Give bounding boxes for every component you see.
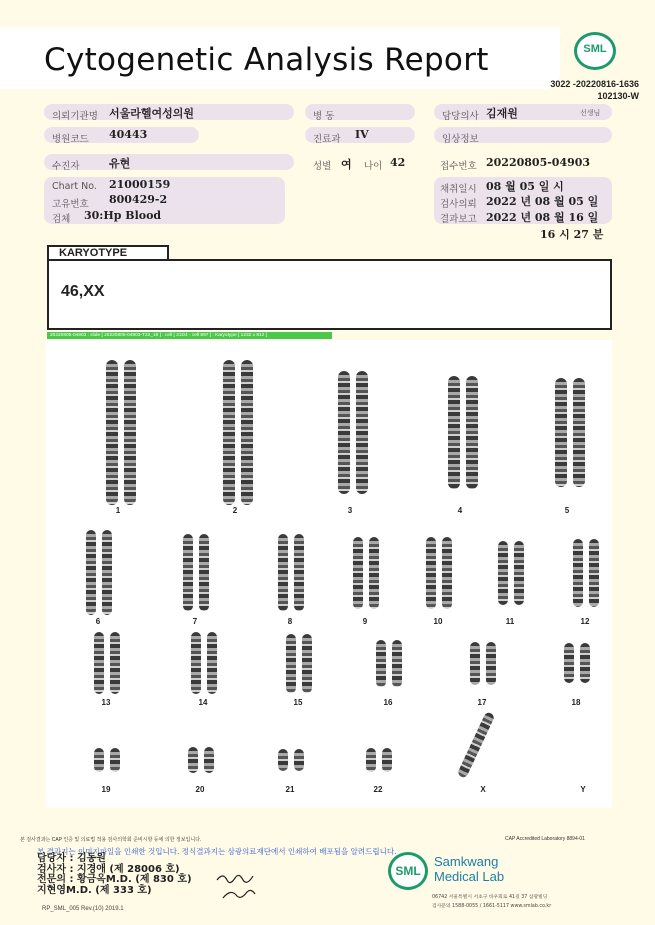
chromosome-arm <box>356 371 368 494</box>
id-label: 고유번호 <box>52 199 89 210</box>
department-label: 진료과 <box>313 134 341 145</box>
staff-line: 전문의 : 황금옥M.D. (제 830 호) <box>37 874 192 885</box>
chromosome-arm <box>498 541 508 605</box>
doctor-label: 담당의사 <box>442 111 479 122</box>
chromosome-label-1: 1 <box>115 506 121 515</box>
lab-logo-text: SML <box>395 864 421 878</box>
chromosome-arm <box>188 747 198 773</box>
chromosome-label-15: 15 <box>293 698 303 707</box>
chromosome-label-22: 22 <box>373 785 383 794</box>
chromosome-arm <box>191 632 201 694</box>
lab-name-line-2: Medical Lab <box>434 869 505 884</box>
chromosome-label-21: 21 <box>285 785 295 794</box>
chart-value: 21000159 <box>109 178 171 191</box>
chromosome-label-Y: Y <box>580 785 586 794</box>
karyotype-value: 46,XX <box>61 283 105 300</box>
specimen-value: 30:Hp Blood <box>84 209 162 222</box>
ward-field <box>305 104 415 120</box>
staff-line: 담당자 : 김동원 <box>37 853 106 864</box>
chromosome-arm <box>369 537 379 609</box>
chromosome-arm <box>580 643 590 683</box>
request-label: 검사의뢰 <box>440 199 477 210</box>
chromosome-arm <box>448 376 460 489</box>
age-label: 나이 <box>364 161 383 172</box>
result-time: 16 시 27 분 <box>540 228 604 241</box>
chromosome-arm <box>457 711 496 779</box>
sex-value: 여 <box>341 158 352 171</box>
clinical-info-field <box>434 127 612 143</box>
institution-label: 의뢰기관명 <box>52 111 98 122</box>
karyotype-label: KARYOTYPE <box>47 245 169 259</box>
chromosome-label-2: 2 <box>232 506 238 515</box>
lab-name <box>434 854 504 884</box>
chromosome-label-3: 3 <box>347 506 353 515</box>
chromosome-label-10: 10 <box>433 617 443 626</box>
sml-logo <box>574 32 616 70</box>
chromosome-arm <box>110 748 120 772</box>
doctor-value: 김재원 <box>486 107 518 120</box>
chromosome-label-X: X <box>480 785 486 794</box>
chromosome-arm <box>294 749 304 771</box>
chromosome-arm <box>589 539 599 607</box>
examinee-label: 수진자 <box>52 161 80 172</box>
chromosome-arm <box>241 360 253 505</box>
signature-image <box>213 866 263 906</box>
chromosome-label-12: 12 <box>580 617 590 626</box>
chromosome-arm <box>183 534 193 611</box>
chart-label: Chart No. <box>52 181 97 192</box>
chromosome-arm <box>94 632 104 694</box>
form-code: RP_SML_005 Rev.(10) 2019.1 <box>42 906 124 912</box>
lab-name-line-1: Samkwang <box>434 854 499 869</box>
chromosome-arm <box>124 360 136 505</box>
chromosome-arm <box>376 640 386 687</box>
chromosome-arm <box>338 371 350 494</box>
sex-label: 성별 <box>313 161 332 172</box>
chromosome-label-16: 16 <box>383 698 393 707</box>
ref-line-2: 102130-W <box>597 91 639 101</box>
collect-label: 채취일시 <box>440 184 477 195</box>
chromosome-label-19: 19 <box>101 785 111 794</box>
chromosome-arm <box>110 632 120 694</box>
chromosome-label-4: 4 <box>457 506 463 515</box>
chromosome-arm <box>470 642 480 685</box>
lab-address <box>432 893 551 911</box>
chromosome-label-9: 9 <box>362 617 368 626</box>
receipt-label: 접수번호 <box>440 161 477 172</box>
department-value: IV <box>355 128 369 141</box>
chromosome-label-8: 8 <box>287 617 293 626</box>
clinical-info-label: 임상정보 <box>442 134 479 145</box>
chromosome-arm <box>382 748 392 772</box>
report-title: Cytogenetic Analysis Report <box>44 42 489 78</box>
karyogram-image <box>46 340 612 808</box>
chromosome-arm <box>278 749 288 771</box>
chromosome-arm <box>94 748 104 772</box>
chromosome-arm <box>102 530 112 615</box>
chromosome-arm <box>573 539 583 607</box>
chromosome-arm <box>106 360 118 505</box>
collect-value: 08 월 05 일 시 <box>486 180 564 193</box>
examinee-value: 유현 <box>109 157 131 170</box>
chromosome-arm <box>442 537 452 609</box>
doctor-suffix: 선생님 <box>580 109 601 117</box>
hospital-code-label: 병원코드 <box>52 134 89 145</box>
institution-value: 서울라헬여성의원 <box>109 107 195 120</box>
address-line-1: 06742 서울특별시 서초구 바우뫼로 41길 37 삼광빌딩 <box>432 895 548 900</box>
chromosome-arm <box>353 537 363 609</box>
chromosome-arm <box>564 643 574 683</box>
chromosome-label-17: 17 <box>477 698 487 707</box>
result-label: 결과보고 <box>440 214 477 225</box>
chromosome-label-11: 11 <box>505 617 515 626</box>
staff-line: 지현영M.D. (제 333 호) <box>37 884 152 896</box>
staff-line: 검사자 : 지경애 (제 28006 호) <box>37 863 180 875</box>
chromosome-label-5: 5 <box>564 506 570 515</box>
karyotype-box <box>47 259 612 330</box>
hospital-code-value: 40443 <box>109 128 148 141</box>
id-value: 800429-2 <box>109 193 168 206</box>
chromosome-arm <box>294 534 304 611</box>
result-value: 2022 년 08 월 16 일 <box>486 211 599 224</box>
chromosome-label-14: 14 <box>198 698 208 707</box>
chromosome-arm <box>286 634 296 693</box>
chromosome-arm <box>555 378 567 487</box>
age-value: 42 <box>390 156 406 169</box>
chromosome-arm <box>199 534 209 611</box>
chromosome-arm <box>86 530 96 615</box>
examinee-field <box>44 154 294 170</box>
lab-logo <box>388 852 428 890</box>
chromosome-arm <box>426 537 436 609</box>
chromosome-arm <box>466 376 478 489</box>
chromosome-arm <box>204 747 214 773</box>
print-notice: 본 결과지는 이미지파일을 인쇄한 것입니다. 정식결과지는 삼광의료재단에서 인쇄하여 배포됨을 알려드립니다. <box>37 847 397 856</box>
chromosome-label-6: 6 <box>95 617 101 626</box>
chromosome-label-20: 20 <box>195 785 205 794</box>
chromosome-arm <box>514 541 524 605</box>
report-reference <box>550 78 639 102</box>
chromosome-arm <box>302 634 312 693</box>
chromosome-arm <box>223 360 235 505</box>
specimen-label: 검체 <box>52 214 71 225</box>
chromosome-arm <box>207 632 217 694</box>
chromosome-label-18: 18 <box>571 698 581 707</box>
chromosome-arm <box>573 378 585 487</box>
ref-line-1: 3022 -20220816-1636 <box>550 79 639 89</box>
chromosome-label-13: 13 <box>101 698 111 707</box>
address-line-2: 검사문의 1588-0055 / 1661-5117 www.smlab.co.kr <box>432 904 552 909</box>
chromosome-arm <box>278 534 288 611</box>
chromosome-label-7: 7 <box>192 617 198 626</box>
footer-note-right: CAP Accredited Laboratory 8894-01 <box>505 836 585 842</box>
request-value: 2022 년 08 월 05 일 <box>486 195 599 208</box>
staff-list <box>37 854 192 896</box>
receipt-value: 20220805-04903 <box>486 156 591 169</box>
ward-label: 병 동 <box>313 111 335 122</box>
chromosome-arm <box>366 748 376 772</box>
chromosome-arm <box>392 640 402 687</box>
image-caption-bar: 20220805-04903 : slide [ 20220805-04903-T22_18 ] : cell [ 31D4 - cell 897 ] : Karyotype [ 1232 x 812 ] <box>47 332 332 339</box>
sml-logo-text: SML <box>583 43 607 55</box>
footer-note-left: 본 검사결과는 CAP 인증 및 의료법 적용 검사의학회 준비시항 등에 의한 정보입니다. <box>20 837 202 843</box>
chromosome-arm <box>486 642 496 685</box>
